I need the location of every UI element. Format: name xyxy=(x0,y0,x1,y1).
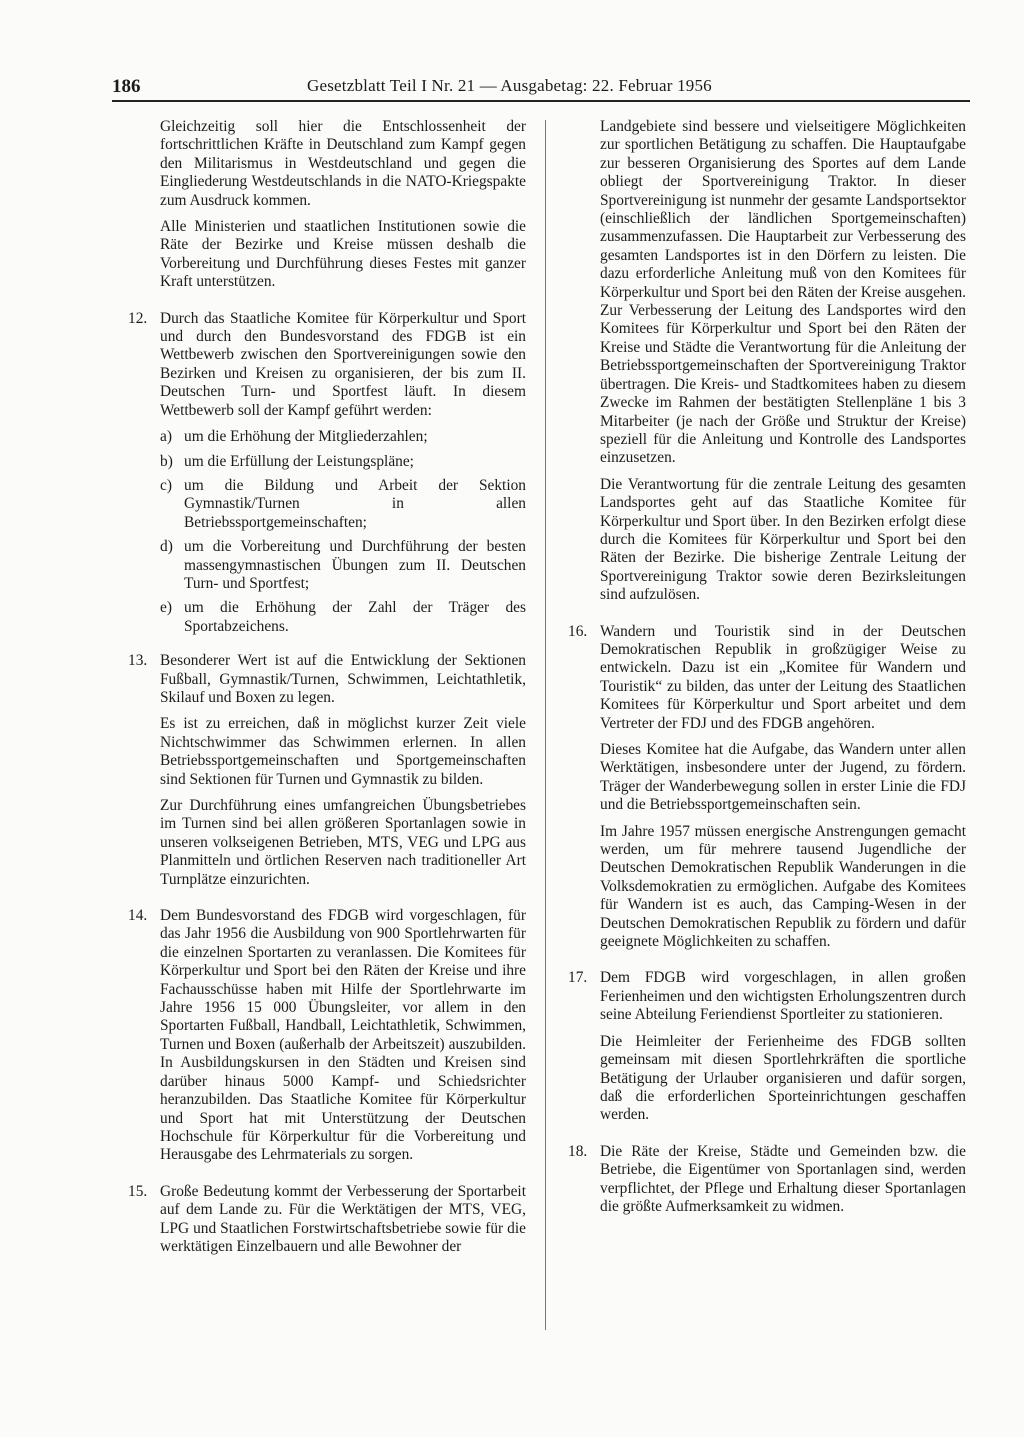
section-number: 14. xyxy=(128,907,148,925)
paragraph: Dem Bundesvorstand des FDGB wird vorgeschlagen, für das Jahr 1956 die Ausbildung von 900 Sportlehrwarten für die einzelnen Sportarten zu veranlassen. Die Komitees für Körperkultur und Sport bei den Räten der Kreise und ihre Fachausschüsse haben mit Hilfe der Sportlehrwarte im Jahre 1956 15 000 Übungsleiter, vor allem in den Sportarten Fußball, Handball, Leichtathletik, Schwimmen, Turnen und Boxen (außerhalb der Arbeitszeit) auszubilden. In Ausbildungskursen in den Städten und Kreisen sind darüber hinaus 5000 Kampf- und Schiedsrichter heranzubilden. Das Staatliche Komitee für Körperkultur und Sport hat mit Unterstützung der Deutschen Hochschule für Körperkultur für die Vorbereitung und Herausgabe des Lehrmaterials zu sorgen. xyxy=(160,907,526,1164)
paragraph: Alle Ministerien und staatlichen Institutionen sowie die Räte der Bezirke und Kreise müssen deshalb die Vorbereitung und Durchführung dieses Festes mit ganzer Kraft unterstützen. xyxy=(160,218,526,291)
paragraph: Gleichzeitig soll hier die Entschlossenheit der fortschrittlichen Kräfte in Deutschland zum Kampf gegen den Militarismus in Westdeutschland und gegen die Eingliederung Westdeutschlands in die NATO-Kriegspakte zum Ausdruck kommen. xyxy=(160,118,526,209)
paragraph: Dieses Komitee hat die Aufgabe, das Wandern unter allen Werktätigen, insbesondere unter der Jugend, zu fördern. Träger der Wanderbewegung sollen in erster Linie die FDJ und die Betriebssportgemeinschaften sein. xyxy=(600,741,966,814)
list-item-label: b) xyxy=(160,452,173,470)
paragraph: Dem FDGB wird vorgeschlagen, in allen großen Ferienheimen und den wichtigsten Erholungszentren durch seine Abteilung Feriendienst Sportleiter zu stationieren. xyxy=(600,969,966,1024)
section-14 xyxy=(128,907,526,1165)
list-item xyxy=(128,453,526,471)
section-number: 18. xyxy=(568,1142,588,1160)
page-header xyxy=(112,76,970,102)
section-13 xyxy=(128,652,526,889)
paragraph: Die Verantwortung für die zentrale Leitung des gesamten Landsportes geht auf das Staatliche Komitee für Körperkultur und Sport über. In den Bezirken erfolgt diese durch die Komitees für Körperkultur und Sport bei den Räten der Bezirke. Die bisherige Zentrale Leitung der Sportvereinigung Traktor sowie deren Bezirksleitungen sind aufzulösen. xyxy=(600,475,966,604)
list-item xyxy=(128,477,526,532)
list-item-text: um die Erhöhung der Mitgliederzahlen; xyxy=(184,428,428,446)
section-18 xyxy=(568,1143,966,1217)
section-number: 12. xyxy=(128,309,148,327)
list-item-text: um die Bildung und Arbeit der Sektion Gymnastik/Turnen in allen Betriebssportgemeinschaften; xyxy=(184,476,526,531)
paragraph: Die Heimleiter der Ferienheime des FDGB sollten gemeinsam mit diesen Sportlehrkräften die sportliche Betätigung der Urlauber organisieren und dafür sorgen, daß die erforderlichen Sporteinrichtungen geschaffen werden. xyxy=(600,1032,966,1124)
section-number: 15. xyxy=(128,1182,148,1200)
list-item-label: c) xyxy=(160,476,172,494)
list-item-label: a) xyxy=(160,428,172,446)
paragraph: Im Jahre 1957 müssen energische Anstrengungen gemacht werden, um für mehrere tausend Jugendliche der Deutschen Demokratischen Republik Wanderungen in die Volksdemokratien zu ermöglichen. Aufgabe des Komitees für Wandern ist es auch, das Camping-Wesen in der Deutschen Demokratischen Republik zu fördern und dafür geeignete Möglichkeiten zu schaffen. xyxy=(600,822,966,951)
list-item xyxy=(128,428,526,446)
section-15 xyxy=(128,1183,526,1257)
paragraph: Die Räte der Kreise, Städte und Gemeinden bzw. die Betriebe, die Eigentümer von Sportanlagen sind, werden verpflichtet, der Pflege und Erhaltung dieser Sportanlagen die größte Aufmerksamkeit zu widmen. xyxy=(600,1142,966,1215)
paragraph: Zur Durchführung eines umfangreichen Übungsbetriebes im Turnen sind bei allen größeren Sportanlagen sowie in unseren volkseigenen Betrieben, MTS, VEG und LPG aus Planmitteln und örtlichen Reserven nach traditioneller Art Turnplätze einzurichten. xyxy=(160,797,526,888)
paragraph: Wandern und Touristik sind in der Deutschen Demokratischen Republik in großzügiger Weise zu entwickeln. Dazu ist ein „Komitee für Wandern und Touristik“ zu bilden, das unter der Leitung des Staatlichen Komitees für Körperkultur und Sport arbeitet und dem Vertreter der FDJ und des FDGB angehören. xyxy=(600,622,966,732)
section-number: 17. xyxy=(568,969,588,987)
list-item-text: um die Erfüllung der Leistungspläne; xyxy=(184,452,414,470)
running-head: Gesetzblatt Teil I Nr. 21 — Ausgabetag: 22. Februar 1956 xyxy=(307,76,712,95)
right-column xyxy=(568,118,966,1224)
list-item xyxy=(128,538,526,593)
list-item-text: um die Erhöhung der Zahl der Träger des Sportabzeichens. xyxy=(184,599,526,635)
list-item xyxy=(128,599,526,636)
paragraph: Große Bedeutung kommt der Verbesserung der Sportarbeit auf dem Lande zu. Für die Werktätigen der MTS, VEG, LPG und Staatlichen Forstwirtschaftsbetriebe sowie für die werktätigen Einzelbauern und alle Bewohner der xyxy=(160,1182,526,1255)
column-divider xyxy=(545,120,546,1330)
section-number: 13. xyxy=(128,652,148,670)
section-number: 16. xyxy=(568,622,588,640)
paragraph: Besonderer Wert ist auf die Entwicklung der Sektionen Fußball, Gymnastik/Turnen, Schwimmen, Leichtathletik, Skilauf und Boxen zu legen. xyxy=(160,652,526,706)
left-column xyxy=(128,118,526,1264)
paragraph: Es ist zu erreichen, daß in möglichst kurzer Zeit viele Nichtschwimmer das Schwimmen erlernen. In allen Betriebssportgemeinschaften und Sportgemeinschaften sind Sektionen für Turnen und Gymnastik zu bilden. xyxy=(160,715,526,788)
paragraph: Landgebiete sind bessere und vielseitigere Möglichkeiten zur sportlichen Betätigung zu schaffen. Die Hauptaufgabe zur besseren Organisierung des Sportes auf dem Lande obliegt der Sportvereinigung Traktor. In dieser Sportvereinigung ist nunmehr der gesamte Landsportsektor (einschließlich der ländlichen Sportgemeinschaften) zusammenzufassen. Die Hauptarbeit zur Verbesserung des gesamten Landsportes ist in den Dörfern zu leisten. Die dazu erforderliche Anleitung muß von den Komitees für Körperkultur und Sport bei den Räten der Kreise ausgehen. Zur Verbesserung der Leitung des Landsportes wird den Komitees für Körperkultur und Sport bei den Räten der Kreise und Städte die Verantwortung für die Anleitung der Betriebssportgemeinschaften der Sportvereinigung Traktor übertragen. Die Kreis- und Stadtkomitees haben zu diesem Zwecke im Rahmen der bestätigten Stellenpläne 1 bis 3 Mitarbeiter (je nach der Größe und Struktur der Kreise) speziell für die Anleitung und Kontrolle des Landsportes einzusetzen. xyxy=(600,118,966,467)
section-12 xyxy=(128,310,526,420)
section-17 xyxy=(568,969,966,1124)
list-item-text: um die Vorbereitung und Durchführung der besten massengymnastischen Übungen zum II. Deutschen Turn- und Sportfest; xyxy=(184,538,526,592)
paragraph: Durch das Staatliche Komitee für Körperkultur und Sport und durch den Bundesvorstand des FDGB ist ein Wettbewerb zwischen den Sportvereinigungen sowie den Bezirken und Kreisen zu organisieren, der bis zum II. Deutschen Turn- und Sportfest läuft. In diesem Wettbewerb soll der Kampf geführt werden: xyxy=(160,309,526,419)
list-item-label: e) xyxy=(160,599,172,617)
section-16 xyxy=(568,623,966,952)
page-number: 186 xyxy=(112,76,141,97)
list-item-label: d) xyxy=(160,538,173,556)
